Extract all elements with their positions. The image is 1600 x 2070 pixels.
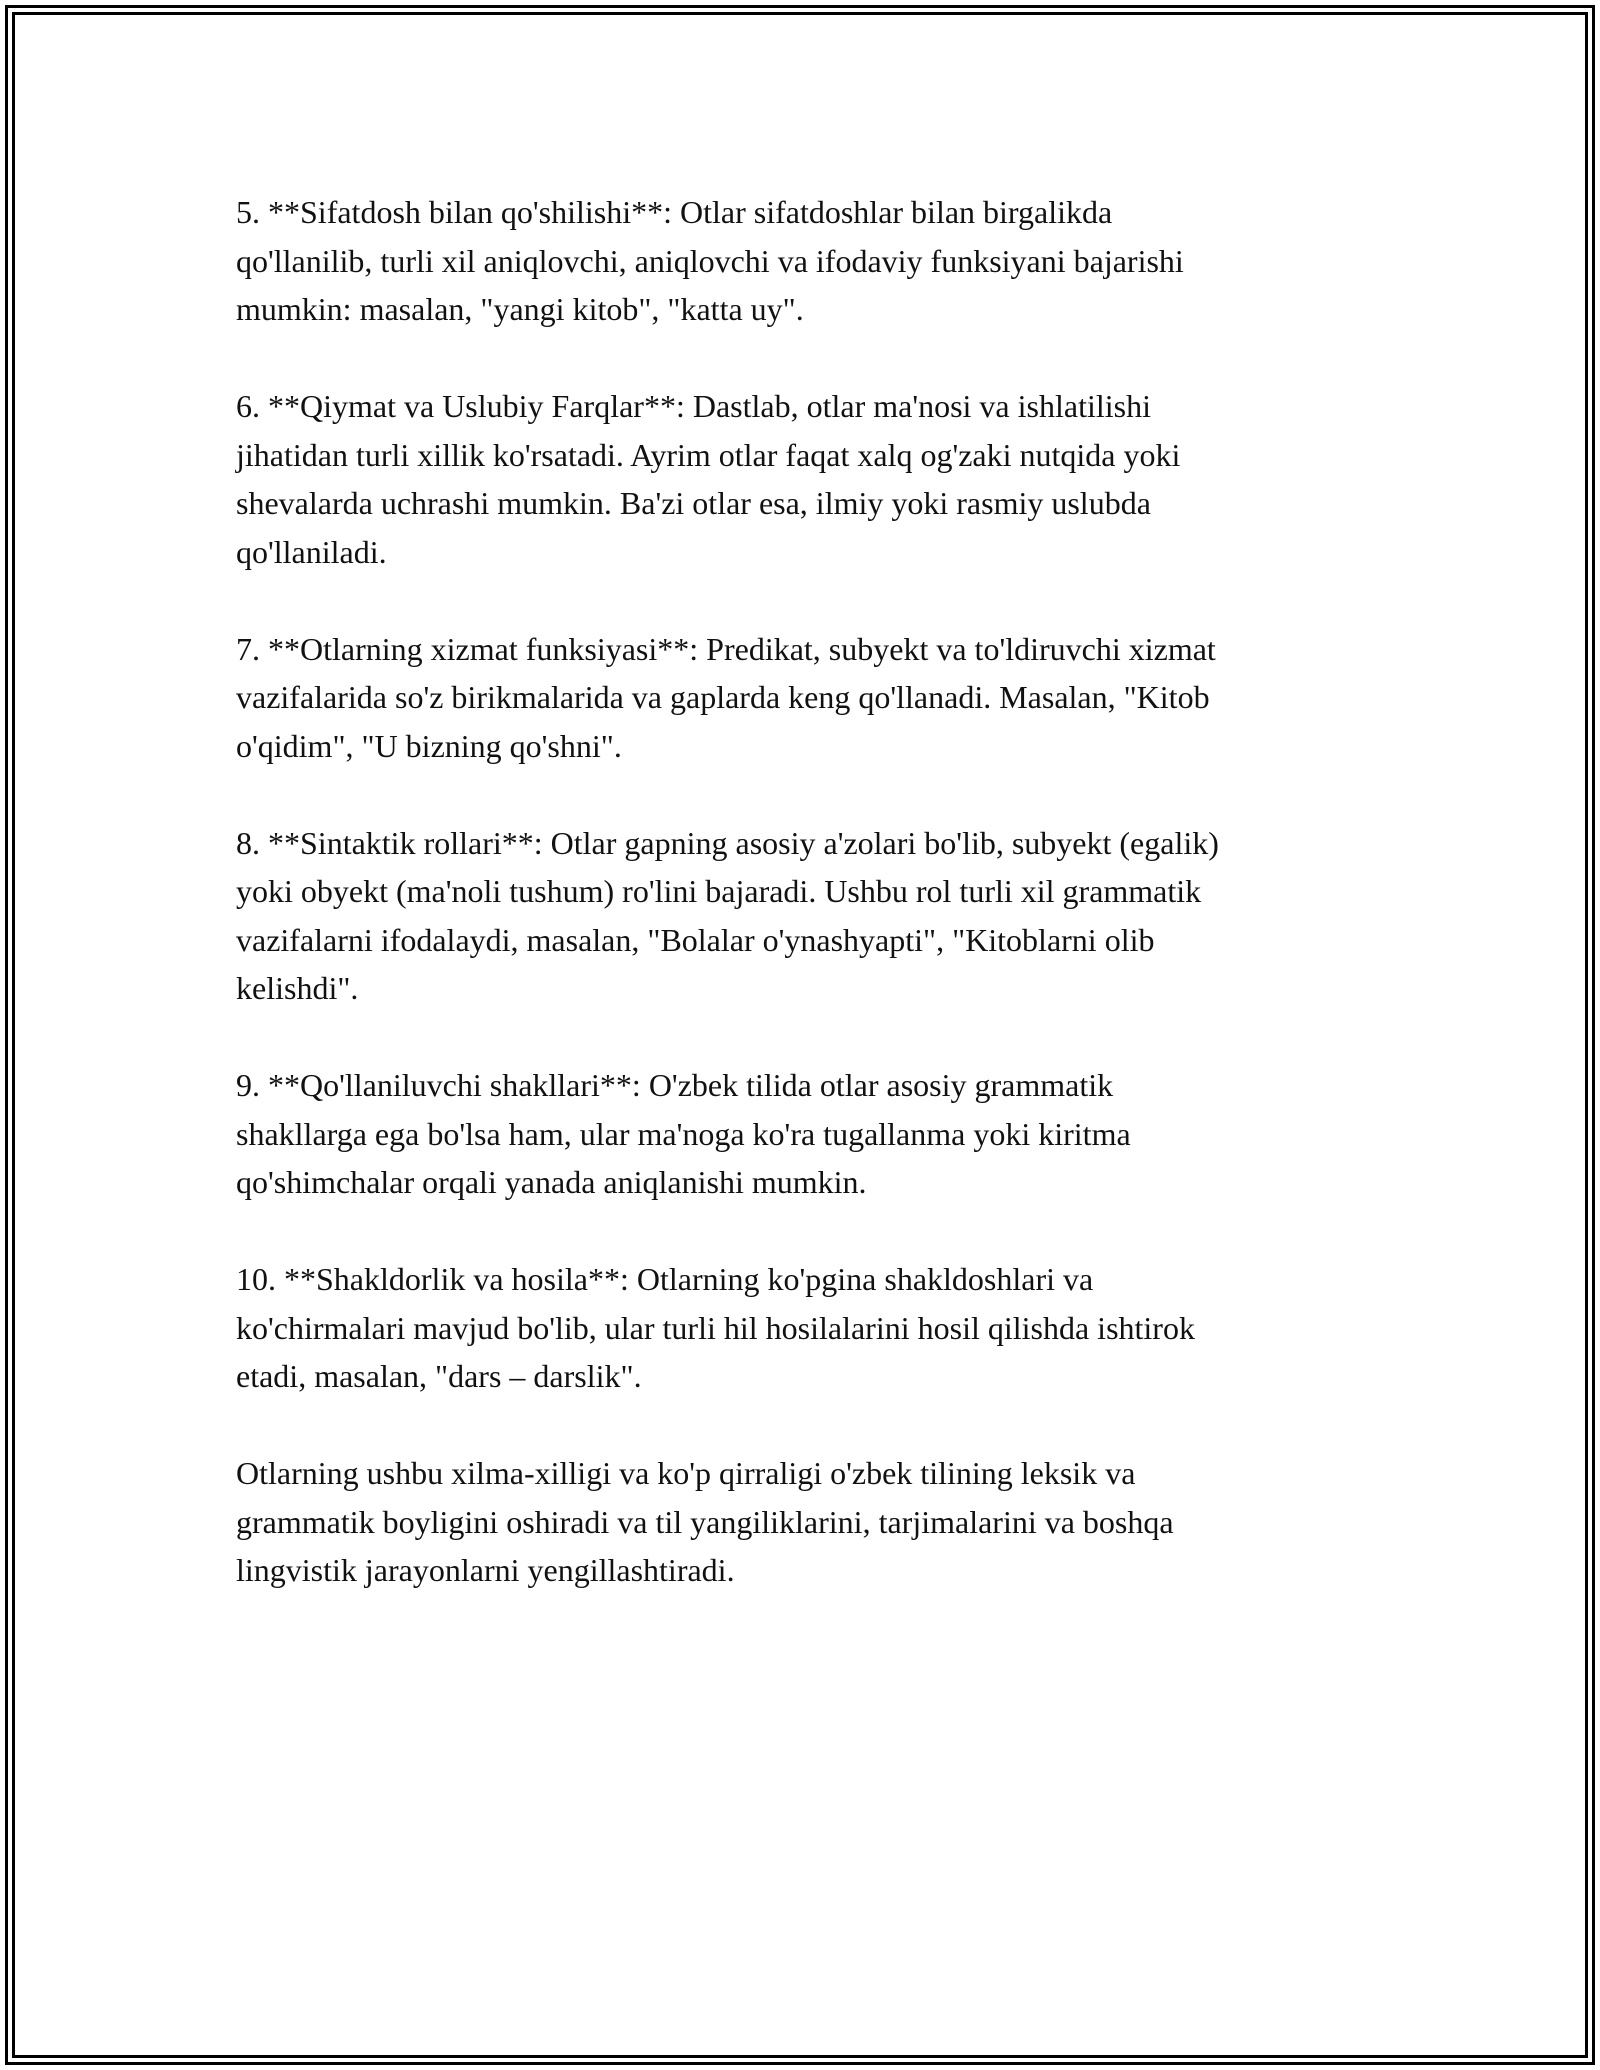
paragraph-item-9: 9. **Qo'llaniluvchi shakllari**: O'zbek tilida otlar asosiy grammatik shakllarga ega bo'lsa ham, ular ma'noga ko'ra tugallanma yoki kiritma qo'shimchalar orqali yanada aniqlanishi mumkin. — [236, 1067, 1131, 1200]
paragraph-item-5: 5. **Sifatdosh bilan qo'shilishi**: Otlar sifatdoshlar bilan birgalikda qo'llanilib, turli xil aniqlovchi, aniqlovchi va ifodaviy funksiyani bajarishi mumkin: masalan, "yangi kitob", "katta uy". — [236, 194, 1184, 327]
paragraph-item-6: 6. **Qiymat va Uslubiy Farqlar**: Dastlab, otlar ma'nosi va ishlatilishi jihatidan turli xillik ko'rsatadi. Ayrim otlar faqat xalq og'zaki nutqida yoki shevalarda uchrashi mumkin. Ba'zi otlar esa, ilmiy yoki rasmiy uslubda qo'llaniladi. — [236, 388, 1181, 570]
paragraph-item-8: 8. **Sintaktik rollari**: Otlar gapning asosiy a'zolari bo'lib, subyekt (egalik) yoki obyekt (ma'noli tushum) ro'lini bajaradi. Ushbu rol turli xil grammatik vazifalarni ifodalaydi, masalan, "Bolalar o'ynashyapti", "Kitoblarni olib kelishdi". — [236, 824, 1219, 1006]
paragraph-item-7: 7. **Otlarning xizmat funksiyasi**: Predikat, subyekt va to'ldiruvchi xizmat vazifalarida so'z birikmalarida va gaplarda keng qo'llanadi. Masalan, "Kitob o'qidim", "U bizning qo'shni". — [236, 630, 1216, 764]
paragraph-item-10: 10. **Shakldorlik va hosila**: Otlarning ko'pgina shakldoshlari va ko'chirmalari mavjud bo'lib, ular turli hil hosilalarini hosil qilishda ishtirok etadi, masalan, "dars – darslik". — [236, 1261, 1195, 1394]
paragraph-conclusion: Otlarning ushbu xilma-xilligi va ko'p qirraligi o'zbek tilining leksik va grammatik boyligini oshiradi va til yangiliklarini, tarjimalarini va boshqa lingvistik jarayonlarni yengillashtiradi. — [236, 1455, 1174, 1588]
document-body — [236, 188, 1386, 1643]
